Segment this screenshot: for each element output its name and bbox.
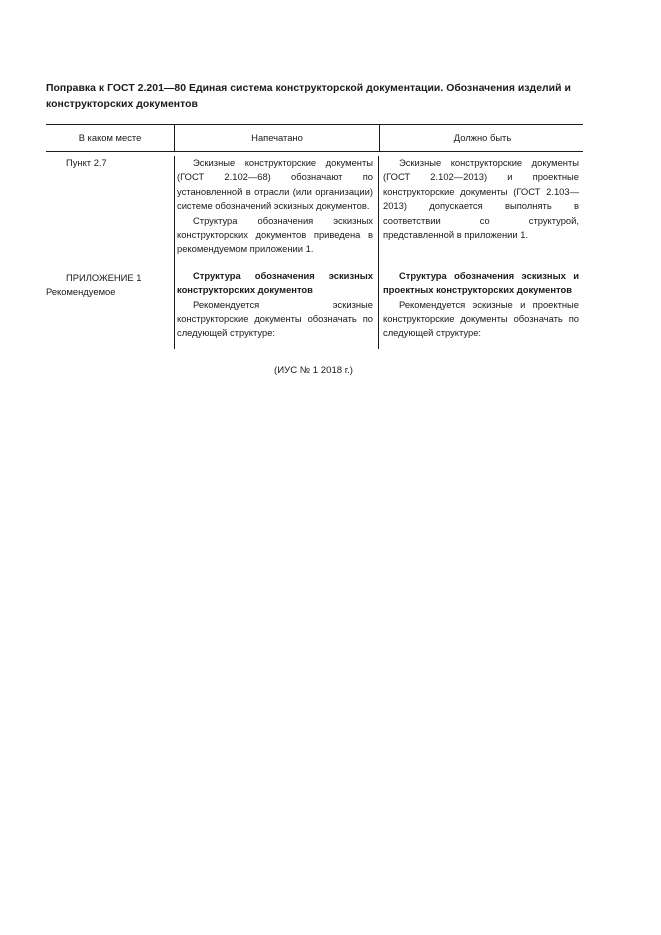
place-label: Пункт 2.7 — [66, 157, 107, 168]
should-be-paragraph: Эскизные конструкторские документы (ГОСТ 2.102—2013) и проектные конструкторские документы (ГОСТ 2.103—2013) допускается выполнять в соответствии со структурой, представленной в приложении 1. — [383, 157, 579, 241]
cell-should-be — [378, 156, 583, 269]
table-row — [46, 152, 583, 269]
table-header — [46, 124, 583, 152]
cell-place — [46, 269, 174, 349]
should-be-paragraph: Рекомендуется эскизные и проектные конструкторские документы обозначать по следующей структуре: — [383, 298, 579, 339]
cell-printed — [174, 269, 378, 349]
amendment-table — [46, 124, 583, 349]
column-header-place: В каком месте — [78, 132, 142, 143]
cell-place — [46, 156, 174, 269]
source-reference: (ИУС № 1 2018 г.) — [274, 365, 353, 376]
column-header-should-be: Должно быть — [379, 125, 585, 151]
should-be-heading: Структура обозначения эскизных и проектных конструкторских документов — [383, 269, 579, 296]
printed-paragraph: Эскизные конструкторские документы (ГОСТ 2.102—68) обозначают по установленной в отрасли (или организации) системе обозначений эскизных документов. — [177, 157, 373, 212]
place-sublabel: Рекомендуемое — [46, 286, 116, 298]
document-title: Поправка к ГОСТ 2.201—80 Единая система конструкторской документации. Обозначения изделий и конструкторских документов — [46, 83, 571, 110]
cell-printed — [174, 156, 378, 269]
printed-heading: Структура обозначения эскизных конструкторских документов — [177, 269, 373, 296]
printed-paragraph: Рекомендуется эскизные конструкторские документы обозначать по следующей структуре: — [177, 298, 373, 339]
printed-paragraph: Структура обозначения эскизных конструкторских документов приведена в рекомендуемом приложении 1. — [177, 214, 373, 255]
table-row — [46, 269, 583, 349]
column-header-printed: Напечатано — [174, 125, 379, 151]
cell-should-be — [378, 269, 583, 349]
place-label: ПРИЛОЖЕНИЕ 1 — [66, 271, 142, 283]
